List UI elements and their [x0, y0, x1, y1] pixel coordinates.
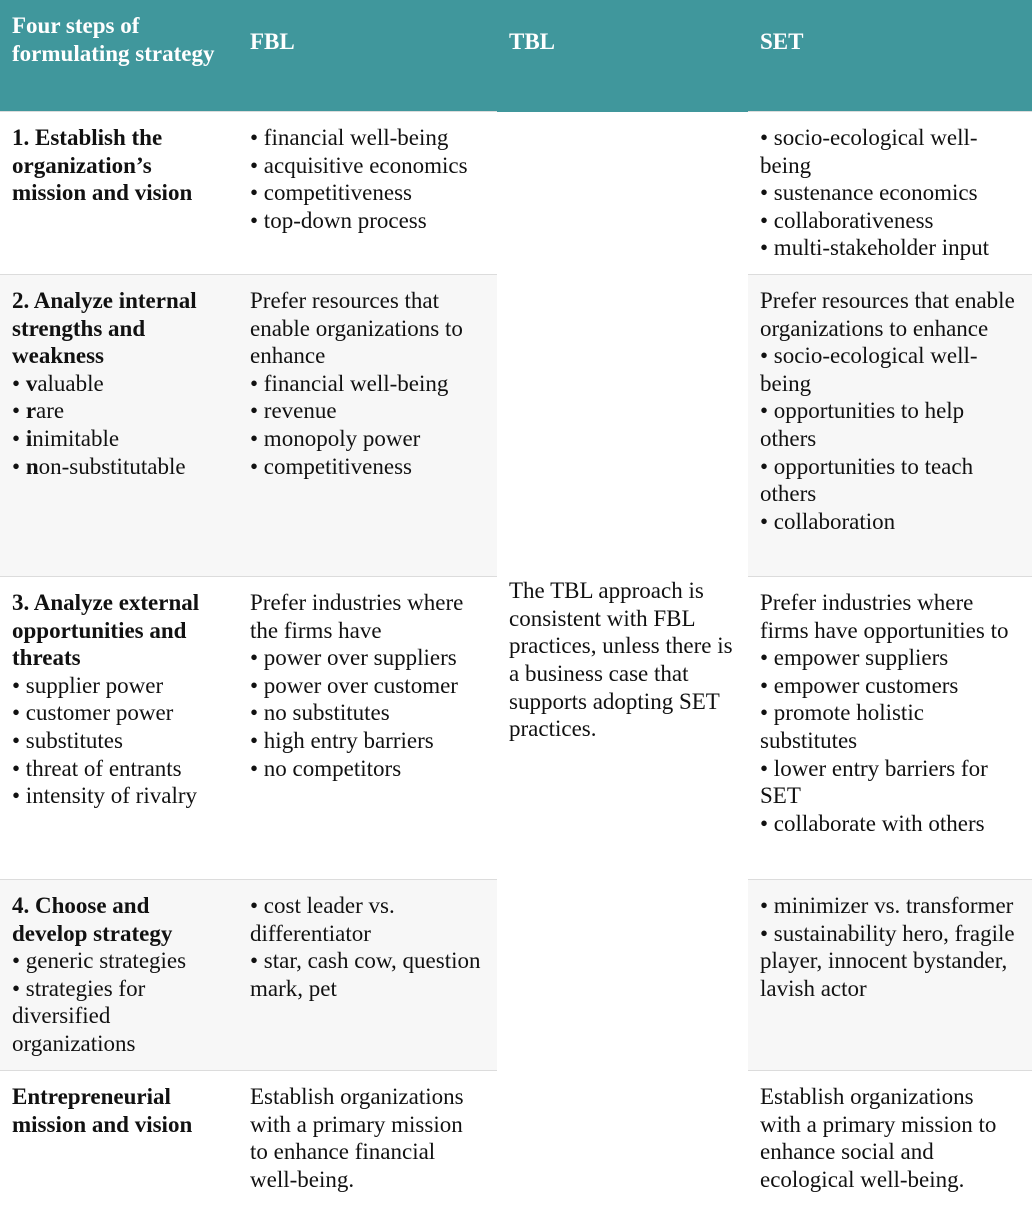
step-item: • threat of entrants	[12, 755, 182, 781]
vrin-initial: n	[25, 453, 39, 479]
set-item: • socio-ecological well-being	[760, 343, 978, 396]
step-item: • generic strategies	[12, 948, 187, 974]
header-row	[0, 0, 1032, 112]
fbl-item: • monopoly power	[250, 425, 421, 451]
step-cell	[0, 112, 238, 275]
set-item: • collaborativeness	[760, 207, 934, 233]
tbl-cell	[497, 112, 748, 1207]
step-title: Entrepreneurial mission and vision	[12, 1084, 193, 1137]
fbl-item: • competitiveness	[250, 180, 412, 206]
set-item: • opportunities to teach others	[760, 453, 974, 507]
header-set: SET	[748, 0, 1032, 112]
fbl-item: • revenue	[250, 398, 337, 424]
vrin-bullet: •	[12, 370, 26, 396]
vrin-item	[12, 370, 226, 398]
vrin-initial: i	[25, 425, 33, 451]
step-title: 2. Analyze internal strengths and weakness	[12, 288, 197, 369]
fbl-item: • acquisitive economics	[250, 152, 468, 178]
fbl-cell	[238, 880, 497, 1071]
set-intro: Prefer resources that enable organizations to enhance	[760, 288, 1015, 341]
step-cell	[0, 880, 238, 1071]
fbl-cell	[238, 577, 497, 880]
set-item: • multi-stakeholder input	[760, 235, 990, 261]
set-item: • sustainability hero, fragile player, innocent bystander, lavish actor	[760, 920, 1015, 1001]
set-cell	[748, 577, 1032, 880]
step-item: • intensity of rivalry	[12, 783, 197, 809]
set-item: • sustenance economics	[760, 180, 978, 206]
fbl-cell	[238, 1071, 497, 1207]
fbl-item: • financial well-being	[250, 125, 449, 150]
fbl-intro: Establish organizations with a primary mission to enhance financial well-being.	[250, 1084, 464, 1192]
fbl-cell	[238, 275, 497, 577]
set-intro: Prefer industries where firms have opportunities to	[760, 590, 1009, 643]
fbl-item: • financial well-being	[250, 370, 449, 396]
vrin-initial: v	[25, 370, 38, 396]
header-fbl: FBL	[238, 0, 497, 112]
set-item: • collaboration	[760, 508, 896, 534]
fbl-item: • no substitutes	[250, 700, 390, 726]
fbl-item: • power over suppliers	[250, 645, 457, 671]
step-item: • substitutes	[12, 727, 123, 753]
vrin-bullet: •	[12, 398, 26, 424]
step-title: 1. Establish the organization’s mission and vision	[12, 125, 193, 206]
tbl-text: The TBL approach is consistent with FBL practices, unless there is a business case that supports adopting SET practices.	[509, 578, 733, 742]
vrin-item	[12, 425, 226, 453]
fbl-item: • power over customer	[250, 672, 458, 698]
step-item: • customer power	[12, 700, 174, 726]
set-cell	[748, 275, 1032, 577]
step-item: • supplier power	[12, 672, 164, 698]
set-item: • promote holistic substitutes	[760, 700, 924, 753]
fbl-item: • star, cash cow, question mark, pet	[250, 948, 481, 1001]
header-tbl: TBL	[497, 0, 748, 112]
set-item: • opportunities to help others	[760, 398, 965, 451]
fbl-item: • top-down process	[250, 207, 427, 233]
vrin-bullet: •	[12, 425, 26, 451]
fbl-intro: Prefer resources that enable organizations to enhance	[250, 288, 463, 369]
step-cell	[0, 577, 238, 880]
set-item: • collaborate with others	[760, 810, 985, 836]
vrin-rest: on-substitutable	[38, 453, 186, 479]
fbl-item: • high entry barriers	[250, 727, 434, 753]
step-cell	[0, 1071, 238, 1207]
set-item: • minimizer vs. transformer	[760, 893, 1014, 918]
vrin-rest: are	[36, 398, 65, 424]
vrin-bullet: •	[12, 453, 26, 479]
set-item: • lower entry barriers for SET	[760, 755, 988, 809]
set-cell	[748, 112, 1032, 275]
fbl-cell	[238, 112, 497, 275]
vrin-item	[12, 397, 226, 425]
vrin-initial: r	[25, 398, 37, 424]
fbl-item: • competitiveness	[250, 453, 412, 479]
fbl-item: • no competitors	[250, 755, 402, 781]
step-cell	[0, 275, 238, 577]
step-item: • strategies for diversified organizations	[12, 975, 146, 1056]
step-title: 3. Analyze external opportunities and threats	[12, 590, 200, 671]
vrin-rest: aluable	[37, 370, 104, 396]
fbl-intro: Prefer industries where the firms have	[250, 590, 464, 643]
fbl-item: • cost leader vs. differentiator	[250, 893, 395, 946]
header-steps: Four steps of formulating strategy	[0, 0, 238, 112]
table-row	[0, 112, 1032, 275]
set-item: • socio-ecological well-being	[760, 125, 978, 178]
vrin-item	[12, 453, 226, 481]
set-intro: Establish organizations with a primary mission to enhance social and ecological well-being.	[760, 1084, 997, 1192]
set-cell	[748, 1071, 1032, 1207]
set-cell	[748, 880, 1032, 1071]
vrin-rest: nimitable	[32, 425, 120, 451]
set-item: • empower customers	[760, 672, 959, 698]
step-title: 4. Choose and develop strategy	[12, 893, 173, 946]
set-item: • empower suppliers	[760, 645, 949, 671]
